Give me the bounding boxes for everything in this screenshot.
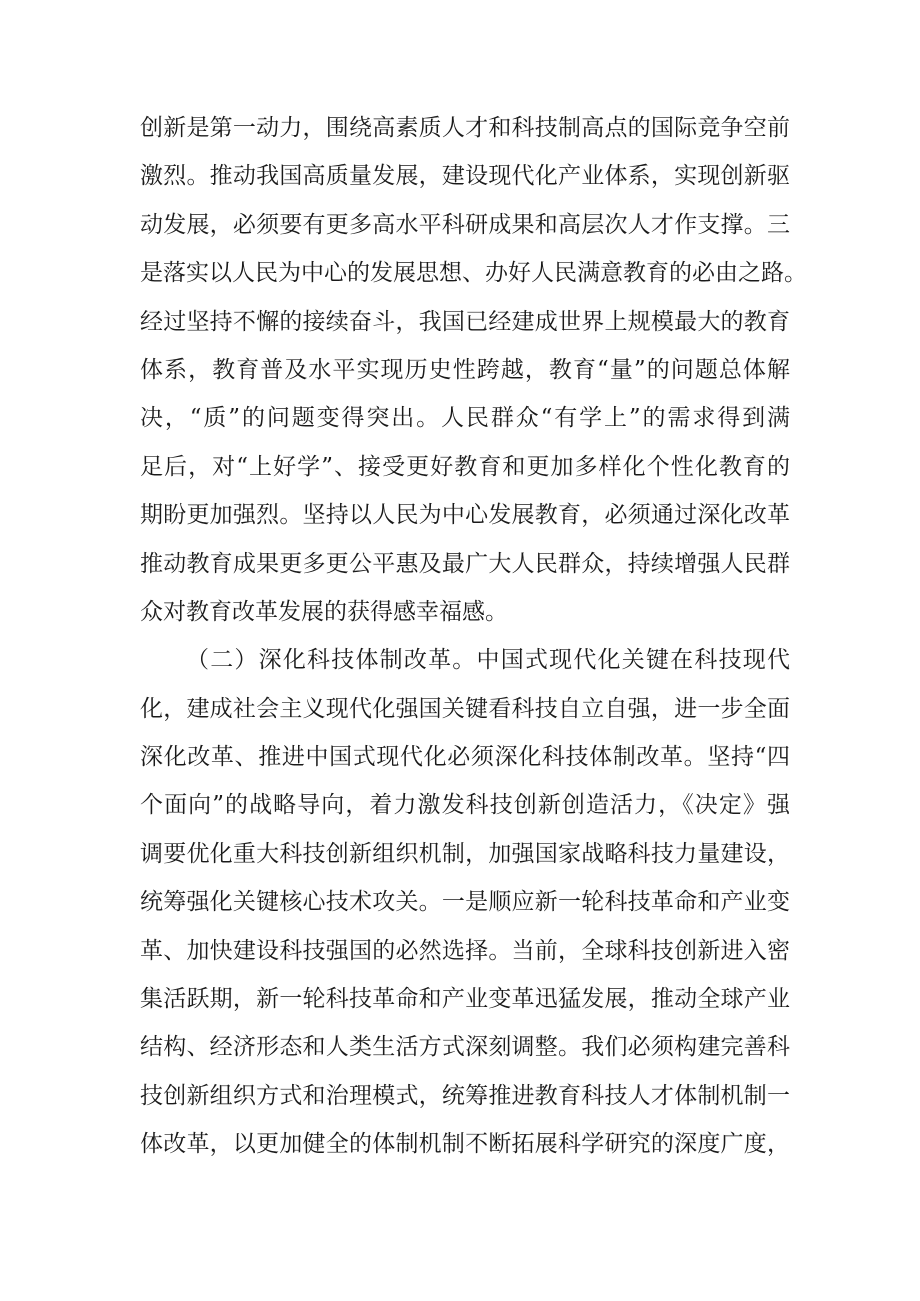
text-line: 决，“质”的问题变得突出。人民群众“有学上”的需求得到满 bbox=[140, 405, 790, 432]
body-text bbox=[140, 104, 807, 1169]
text-line: 个面向”的战略导向，着力激发科技创新创造活力，《决定》强 bbox=[140, 792, 790, 819]
text-line: 是落实以人民为中心的发展思想、办好人民满意教育的必由之路。 bbox=[140, 260, 807, 287]
text-line: 众对教育改革发展的获得感幸福感。 bbox=[140, 598, 508, 625]
text-line: 激烈。推动我国高质量发展，建设现代化产业体系，实现创新驱 bbox=[140, 163, 790, 190]
text-line: 足后，对“上好学”、接受更好教育和更加多样化个性化教育的 bbox=[140, 453, 790, 480]
paragraph-1 bbox=[140, 104, 807, 636]
text-line: 化，建成社会主义现代化强国关键看科技自立自强，进一步全面 bbox=[140, 695, 790, 722]
text-line: 体系，教育普及水平实现历史性跨越，教育“量”的问题总体解 bbox=[140, 356, 790, 383]
text-line: 统筹强化关键核心技术攻关。一是顺应新一轮科技革命和产业变 bbox=[140, 889, 790, 916]
section-heading-line: （二）深化科技体制改革。中国式现代化关键在科技现代 bbox=[186, 647, 790, 674]
text-line: 结构、经济形态和人类生活方式深刻调整。我们必须构建完善科 bbox=[140, 1034, 790, 1061]
text-line: 技创新组织方式和治理模式，统筹推进教育科技人才体制机制一 bbox=[140, 1082, 790, 1109]
text-line: 革、加快建设科技强国的必然选择。当前，全球科技创新进入密 bbox=[140, 937, 790, 964]
text-line: 深化改革、推进中国式现代化必须深化科技体制改革。坚持“四 bbox=[140, 744, 790, 771]
text-line: 集活跃期，新一轮科技革命和产业变革迅猛发展，推动全球产业 bbox=[140, 986, 790, 1013]
text-line: 调要优化重大科技创新组织机制，加强国家战略科技力量建设， bbox=[140, 840, 790, 867]
paragraph-2 bbox=[140, 636, 790, 1168]
text-line: 期盼更加强烈。坚持以人民为中心发展教育，必须通过深化改革 bbox=[140, 502, 790, 529]
text-line: 体改革，以更加健全的体制机制不断拓展科学研究的深度广度， bbox=[140, 1131, 790, 1158]
text-line: 经过坚持不懈的接续奋斗，我国已经建成世界上规模最大的教育 bbox=[140, 308, 790, 335]
text-line: 动发展，必须要有更多高水平科研成果和高层次人才作支撑。三 bbox=[140, 211, 790, 238]
text-line: 创新是第一动力，围绕高素质人才和科技制高点的国际竞争空前 bbox=[140, 115, 790, 141]
text-line: 推动教育成果更多更公平惠及最广大人民群众，持续增强人民群 bbox=[140, 550, 790, 577]
